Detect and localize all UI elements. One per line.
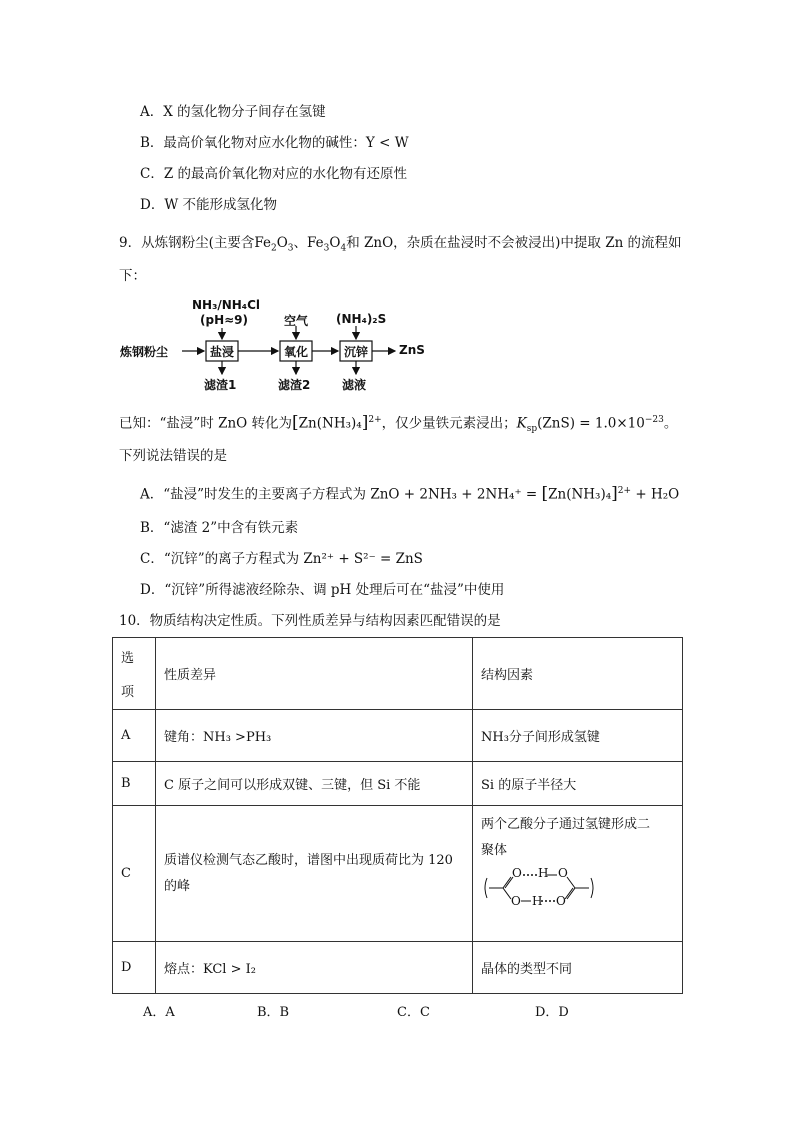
acetic-acid-dimer-diagram [481, 864, 611, 912]
row-cause: 晶体的类型不同 [473, 942, 683, 994]
flow-residue3: 滤液 [342, 378, 367, 392]
flow-reagent1-line2: (pH≈9) [200, 313, 249, 327]
table-row [113, 942, 683, 994]
q9-stem-line2: 下： [119, 268, 146, 284]
flow-step2: 氧化 [284, 345, 309, 359]
flowchart [120, 296, 460, 396]
flow-reagent1-line1: NH₃/NH₄Cl [192, 298, 260, 312]
dimer-h-bottom: H [532, 894, 543, 908]
q8-option-b: B．最高价氧化物对应水化物的碱性：Y < W [140, 135, 409, 151]
row-property: 熔点：KCl > I₂ [156, 942, 473, 994]
header-property: 性质差异 [156, 638, 473, 710]
q9-known: 已知：“盐浸”时 ZnO 转化为$[Zn(NH_3)_4]^{2+}$，仅少量铁元素浸出；$K_{sp}(ZnS) = 1.0\times 10^{-23}$。 [119, 412, 678, 435]
q10-stem: 10．物质结构决定性质。下列性质差异与结构因素匹配错误的是 [119, 613, 501, 629]
table-row [113, 710, 683, 762]
q8-option-c: C．Z 的最高价氧化物对应的水化物有还原性 [140, 166, 408, 182]
row-property: 质谱仪检测气态乙酸时，谱图中出现质荷比为 120 的峰 [156, 806, 473, 942]
flow-step3: 沉锌 [344, 345, 369, 359]
dimer-o-bottom-left: O [511, 894, 521, 908]
answer-d: D．D [535, 1005, 569, 1020]
row-option: C [113, 806, 156, 942]
table-row [113, 806, 683, 942]
q9-option-d: D．“沉锌”所得滤液经除杂、调 pH 处理后可在“盐浸”中使用 [140, 582, 505, 598]
row-property: 键角：NH₃ >PH₃ [156, 710, 473, 762]
row-option: B [113, 762, 156, 806]
q9-option-c: C．“沉锌”的离子方程式为 Zn²⁺ + S²⁻ = ZnS [140, 551, 423, 567]
flow-start-label: 炼钢粉尘 [120, 345, 169, 359]
row-cause: Si 的原子半径大 [473, 762, 683, 806]
header-cause: 结构因素 [473, 638, 683, 710]
flow-residue1: 滤渣1 [204, 378, 237, 392]
q10-table [112, 637, 683, 994]
flow-product: ZnS [399, 343, 425, 357]
dimer-o-bottom-right: O [556, 894, 566, 908]
answer-c: C．C [397, 1005, 430, 1020]
q9-option-a: A．“盐浸”时发生的主要离子方程式为 ZnO + $2NH_3 + 2NH_4^+ = [Zn(NH_3)_4]^{2+} + H_2O$ [140, 483, 680, 504]
q8-option-a: A．X 的氢化物分子间存在氢键 [140, 104, 326, 120]
flow-residue2: 滤渣2 [278, 378, 311, 392]
q9-stem-line1: 9．从炼钢粉尘(主要含$Fe_2O_3$、$Fe_3O_4$和 ZnO，杂质在盐浸时不会被浸出)中提取 Zn 的流程如 [119, 235, 682, 254]
row-cause: NH₃分子间形成氢键 [473, 710, 683, 762]
row-property: C 原子之间可以形成双键、三键，但 Si 不能 [156, 762, 473, 806]
dimer-h-top: H [538, 866, 549, 880]
row-option: D [113, 942, 156, 994]
answer-a: A．A [143, 1005, 175, 1020]
row-option: A [113, 710, 156, 762]
row-cause: 两个乙酸分子通过氢键形成二 聚体 O H O O H O [473, 806, 683, 942]
answer-b: B．B [257, 1005, 290, 1020]
flow-reagent2: 空气 [284, 314, 309, 328]
flow-step1: 盐浸 [210, 345, 235, 359]
table-row [113, 762, 683, 806]
q9-option-b: B．“滤渣 2”中含有铁元素 [140, 520, 299, 536]
flow-reagent3: (NH₄)₂S [336, 312, 387, 326]
dimer-o-top-left: O [512, 866, 522, 880]
q9-ask: 下列说法错误的是 [119, 448, 227, 464]
dimer-o-top-right: O [558, 866, 568, 880]
q8-option-d: D．W 不能形成氢化物 [140, 197, 277, 213]
table-header-row [113, 638, 683, 710]
header-option: 选 项 [113, 638, 156, 710]
